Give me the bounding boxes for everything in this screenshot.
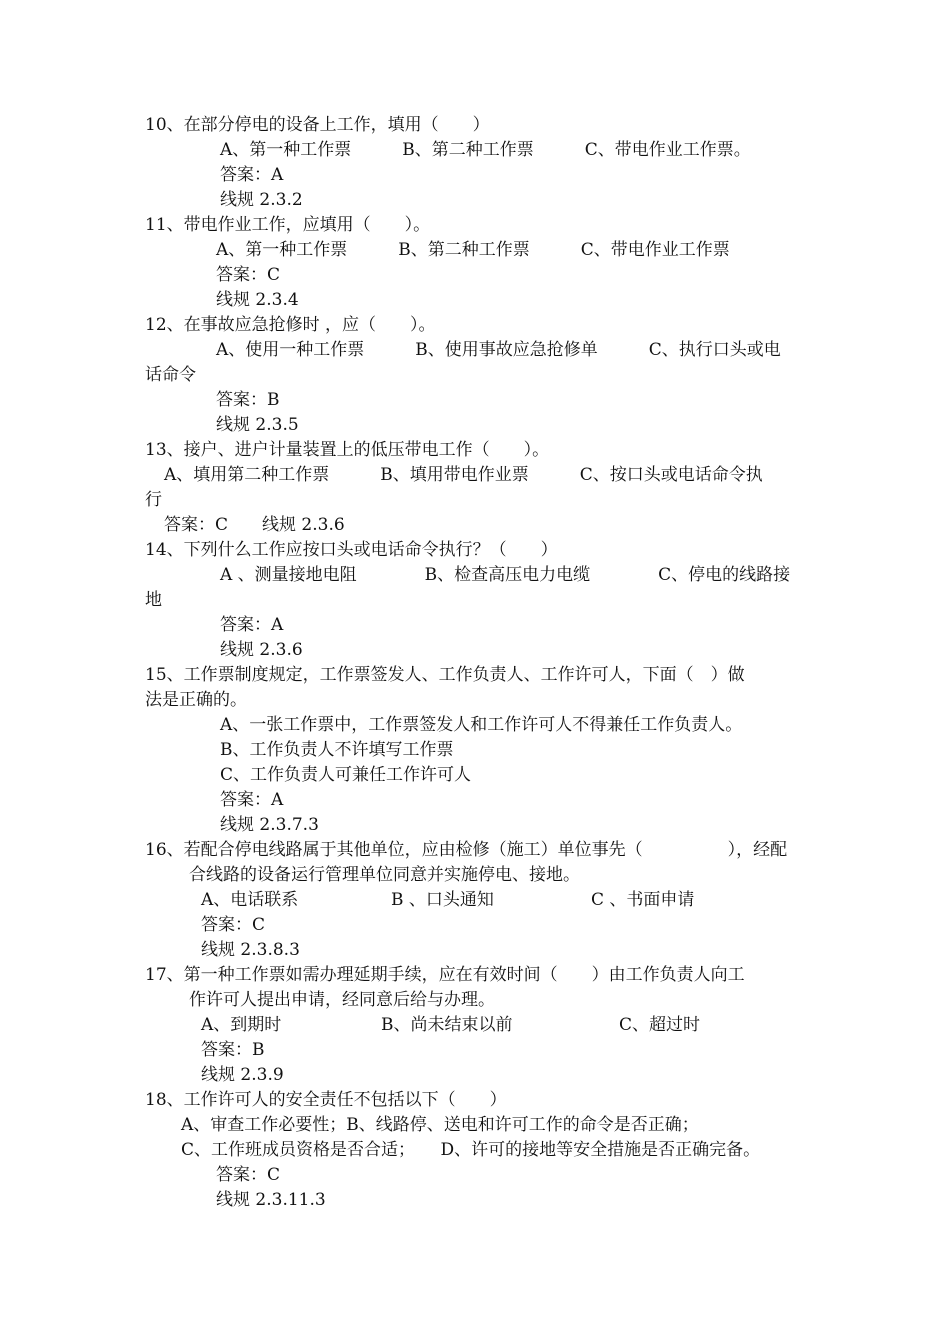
question-10-answer: 答案：A [220,165,284,185]
question-17-option-a: A、到期时 [201,1015,282,1035]
question-16-option-a: A、电话联系 [201,890,299,910]
question-18-options-line1: A、审查工作必要性；B、线路停、送电和许可工作的命令是否正确； [181,1115,699,1135]
question-14-options: A 、测量接地电阻 B、检查高压电力电缆 C、停电的线路接 [220,565,791,585]
question-16-stem-wrap: 合线路的设备运行管理单位同意并实施停电、接地。 [189,865,580,885]
question-10-stem: 10、在部分停电的设备上工作，填用（ ） [145,115,490,135]
question-17-option-b: B、尚未结束以前 [381,1015,513,1035]
question-15-answer: 答案：A [220,790,284,810]
question-16-stem: 16、若配合停电线路属于其他单位，应由检修（施工）单位事先（ ），经配 [145,840,788,860]
question-12-reference: 线规 2.3.5 [216,415,299,435]
question-15-option-a: A、一张工作票中，工作票签发人和工作许可人不得兼任工作负责人。 [220,715,743,735]
question-16-answer: 答案：C [201,915,266,935]
question-11-reference: 线规 2.3.4 [216,290,299,310]
question-13-options-wrap: 行 [145,490,162,510]
question-16-option-c: C 、书面申请 [591,890,695,910]
question-15-option-c: C、工作负责人可兼任工作许可人 [220,765,472,785]
question-13-answer-reference: 答案：C 线规 2.3.6 [164,515,345,535]
question-18-answer: 答案：C [216,1165,281,1185]
question-18-reference: 线规 2.3.11.3 [216,1190,326,1210]
question-17-stem: 17、第一种工作票如需办理延期手续，应在有效时间（ ）由工作负责人向工 [145,965,745,985]
question-12-answer: 答案：B [216,390,280,410]
question-16-reference: 线规 2.3.8.3 [201,940,300,960]
question-14-reference: 线规 2.3.6 [220,640,303,660]
question-10-options: A、第一种工作票 B、第二种工作票 C、带电作业工作票。 [220,140,751,160]
question-10-reference: 线规 2.3.2 [220,190,303,210]
question-11-answer: 答案：C [216,265,281,285]
question-17-reference: 线规 2.3.9 [201,1065,284,1085]
question-14-options-wrap: 地 [145,590,162,610]
question-11-stem: 11、带电作业工作，应填用（ ）。 [145,215,431,235]
question-15-option-b: B、工作负责人不许填写工作票 [220,740,454,760]
question-17-stem-wrap: 作许可人提出申请，经同意后给与办理。 [189,990,495,1010]
question-16-option-b: B 、口头通知 [391,890,494,910]
question-15-reference: 线规 2.3.7.3 [220,815,319,835]
question-17-option-c: C、超过时 [619,1015,701,1035]
question-11-options: A、第一种工作票 B、第二种工作票 C、带电作业工作票 [216,240,730,260]
question-17-answer: 答案：B [201,1040,265,1060]
question-14-stem: 14、下列什么工作应按口头或电话命令执行？（ ） [145,540,558,560]
question-18-stem: 18、工作许可人的安全责任不包括以下（ ） [145,1090,507,1110]
question-15-stem-wrap: 法是正确的。 [145,690,247,710]
question-15-stem: 15、工作票制度规定，工作票签发人、工作负责人、工作许可人，下面（ ）做 [145,665,745,685]
question-12-options: A、使用一种工作票 B、使用事故应急抢修单 C、执行口头或电 [216,340,781,360]
question-12-options-wrap: 话命令 [145,365,196,385]
question-13-stem: 13、接户、进户计量装置上的低压带电工作（ ）。 [145,440,550,460]
question-18-options-line2: C、工作班成员资格是否合适； D、许可的接地等安全措施是否正确完备。 [181,1140,761,1160]
question-14-answer: 答案：A [220,615,284,635]
question-12-stem: 12、在事故应急抢修时 ，应（ ）。 [145,315,436,335]
question-13-options: A、填用第二种工作票 B、填用带电作业票 C、按口头或电话命令执 [164,465,763,485]
